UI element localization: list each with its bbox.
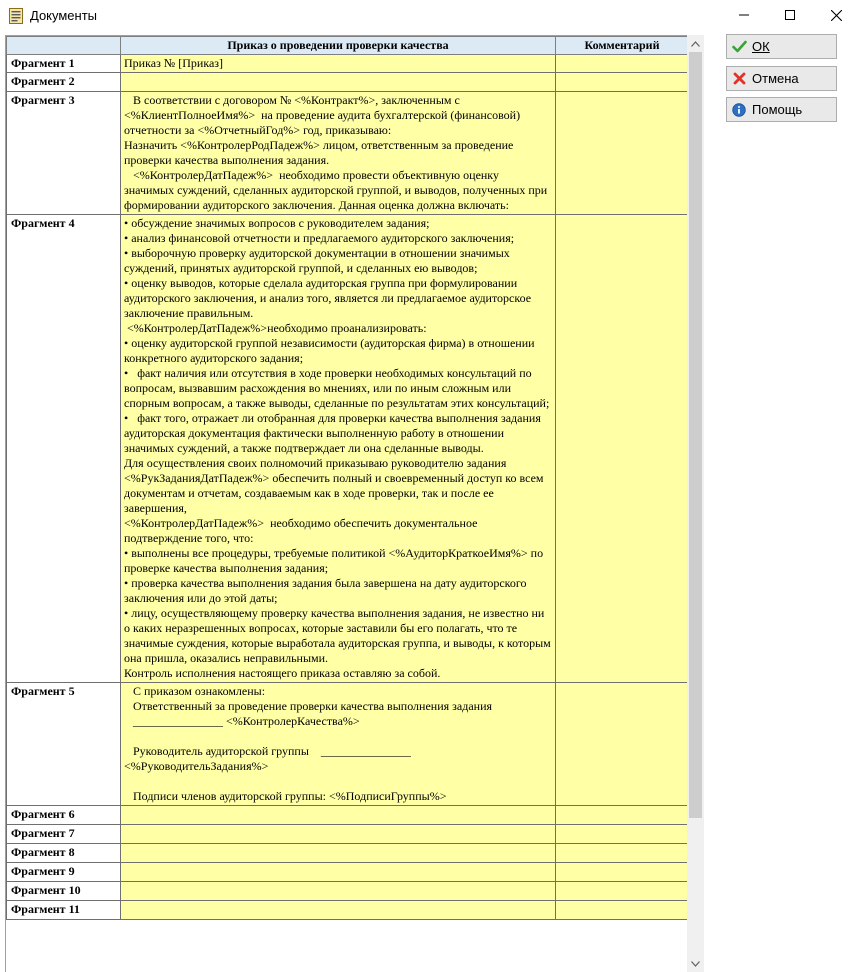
fragment-text-cell[interactable] xyxy=(121,825,556,844)
comment-cell[interactable] xyxy=(556,863,688,882)
close-button[interactable] xyxy=(813,0,859,30)
fragment-label: Фрагмент 8 xyxy=(7,844,121,863)
comment-cell[interactable] xyxy=(556,92,688,215)
minimize-icon xyxy=(739,10,749,20)
fragment-label: Фрагмент 7 xyxy=(7,825,121,844)
cross-icon xyxy=(731,71,747,87)
fragment-label: Фрагмент 6 xyxy=(7,806,121,825)
document-icon xyxy=(9,8,23,24)
table-row[interactable] xyxy=(7,683,688,806)
fragment-text-cell[interactable] xyxy=(121,806,556,825)
header-fragment[interactable] xyxy=(7,37,121,55)
header-order[interactable]: Приказ о проведении проверки качества xyxy=(121,37,556,55)
minimize-button[interactable] xyxy=(721,0,767,30)
table-row[interactable] xyxy=(7,92,688,215)
fragment-label: Фрагмент 5 xyxy=(7,683,121,806)
table-row[interactable] xyxy=(7,844,688,863)
fragment-text-cell[interactable]: В соответствии с договором № <%Контракт%>, заключенным с <%КлиентПолноеИмя%> на проведение аудита бухгалтерской (финансовой) отчетности за <%ОтчетныйГод%> год, приказываю: Назначить <%КонтролерРодПадеж%> лицом, ответственным за проведение проверки качества выполнения задания. <%КонтролерДатПадеж%> необходимо провести объективную оценку значимых суждений, сделанных аудиторской группой, и выводов, полученных при формировании аудиторского заключения. Данная оценка должна включать: xyxy=(121,92,556,215)
table-row[interactable] xyxy=(7,73,688,92)
ok-button[interactable] xyxy=(726,34,837,59)
help-button-label: Помощь xyxy=(752,102,803,117)
document-grid[interactable] xyxy=(5,35,687,972)
table-header-row xyxy=(7,37,688,55)
cancel-button[interactable] xyxy=(726,66,837,91)
table-row[interactable] xyxy=(7,882,688,901)
maximize-icon xyxy=(785,10,795,20)
fragment-label: Фрагмент 4 xyxy=(7,215,121,683)
header-comment[interactable]: Комментарий xyxy=(556,37,688,55)
comment-cell[interactable] xyxy=(556,844,688,863)
ok-button-label: ОК xyxy=(752,39,770,54)
table-row[interactable] xyxy=(7,863,688,882)
help-button[interactable] xyxy=(726,97,837,122)
comment-cell[interactable] xyxy=(556,825,688,844)
window-title: Документы xyxy=(30,8,98,23)
fragment-text-cell[interactable]: Приказ № [Приказ] xyxy=(121,55,556,73)
table-row[interactable] xyxy=(7,55,688,73)
fragment-label: Фрагмент 9 xyxy=(7,863,121,882)
comment-cell[interactable] xyxy=(556,215,688,683)
fragment-text-cell[interactable] xyxy=(121,844,556,863)
fragment-text-cell[interactable]: С приказом ознакомлены: Ответственный за проведение проверки качества выполнения задания _______________ <%КонтролерКачества%> Руководитель аудиторской группы _______________ <%РуководительЗадания%> Подписи членов аудиторской группы: <%ПодписиГруппы%> xyxy=(121,683,556,806)
table-row[interactable] xyxy=(7,806,688,825)
fragment-label: Фрагмент 11 xyxy=(7,901,121,920)
fragment-text-cell[interactable] xyxy=(121,901,556,920)
comment-cell[interactable] xyxy=(556,683,688,806)
title-bar xyxy=(0,0,859,32)
fragment-label: Фрагмент 3 xyxy=(7,92,121,215)
table-row[interactable] xyxy=(7,215,688,683)
comment-cell[interactable] xyxy=(556,901,688,920)
table-row[interactable] xyxy=(7,825,688,844)
maximize-button[interactable] xyxy=(767,0,813,30)
scroll-thumb[interactable] xyxy=(689,52,702,818)
close-icon xyxy=(831,10,842,21)
info-icon xyxy=(731,102,747,118)
scroll-down-button[interactable] xyxy=(687,955,704,972)
comment-cell[interactable] xyxy=(556,55,688,73)
fragment-label: Фрагмент 1 xyxy=(7,55,121,73)
comment-cell[interactable] xyxy=(556,882,688,901)
fragment-text-cell[interactable] xyxy=(121,882,556,901)
chevron-up-icon xyxy=(691,41,700,47)
table-row[interactable] xyxy=(7,901,688,920)
scroll-up-button[interactable] xyxy=(687,35,704,52)
comment-cell[interactable] xyxy=(556,73,688,92)
fragment-label: Фрагмент 10 xyxy=(7,882,121,901)
cancel-button-label: Отмена xyxy=(752,71,799,86)
fragments-table xyxy=(6,36,687,920)
comment-cell[interactable] xyxy=(556,806,688,825)
fragment-text-cell[interactable] xyxy=(121,863,556,882)
vertical-scrollbar[interactable] xyxy=(687,35,704,972)
chevron-down-icon xyxy=(691,961,700,967)
check-icon xyxy=(731,39,747,55)
fragment-text-cell[interactable] xyxy=(121,73,556,92)
fragment-label: Фрагмент 2 xyxy=(7,73,121,92)
fragment-text-cell[interactable]: • обсуждение значимых вопросов с руководителем задания; • анализ финансовой отчетности и предлагаемого аудиторского заключения; • выборочную проверку аудиторской документации в отношении значимых суждений, принятых аудиторской группой, и сделанных ею выводов; • оценку выводов, которые сделала аудиторская группа при формулировании аудиторского заключения, и анализ того, является ли предлагаемое аудиторское заключение правильным. <%КонтролерДатПадеж%>необходимо проанализировать: • оценку аудиторской группой независимости (аудиторская фирма) в отношении конкретного аудиторского задания; • факт наличия или отсутствия в ходе проверки необходимых консультаций по вопросам, вызвавшим расхождения во мнениях, или по иным сложным или спорным вопросам, а также выводы, сделанные по результатам этих консультаций; • факт того, отражает ли отобранная для проверки качества выполнения задания аудиторская документация фактически выполненную работу в отношении значимых суждений, а также подтверждает ли она сделанные выводы. Для осуществления своих полномочий приказываю руководителю задания <%РукЗаданияДатПадеж%> обеспечить полный и своевременный доступ ко всем документам и отчетам, создаваемым как в ходе проверки, так и после ее завершения, <%КонтролерДатПадеж%> необходимо обеспечить документальное подтверждение того, что: • выполнены все процедуры, требуемые политикой <%АудиторКраткоеИмя%> по проверке качества выполнения задания; • проверка качества выполнения задания была завершена на дату аудиторского заключения или до этой даты; • лицу, осуществляющему проверку качества выполнения задания, не известно ни о каких неразрешенных вопросах, которые заставили бы его полагать, что те значимые суждения, которые выработала аудиторская группа, и выводы, к которым она пришла, оказались неправильными. Контроль исполнения настоящего приказа оставляю за собой. xyxy=(121,215,556,683)
